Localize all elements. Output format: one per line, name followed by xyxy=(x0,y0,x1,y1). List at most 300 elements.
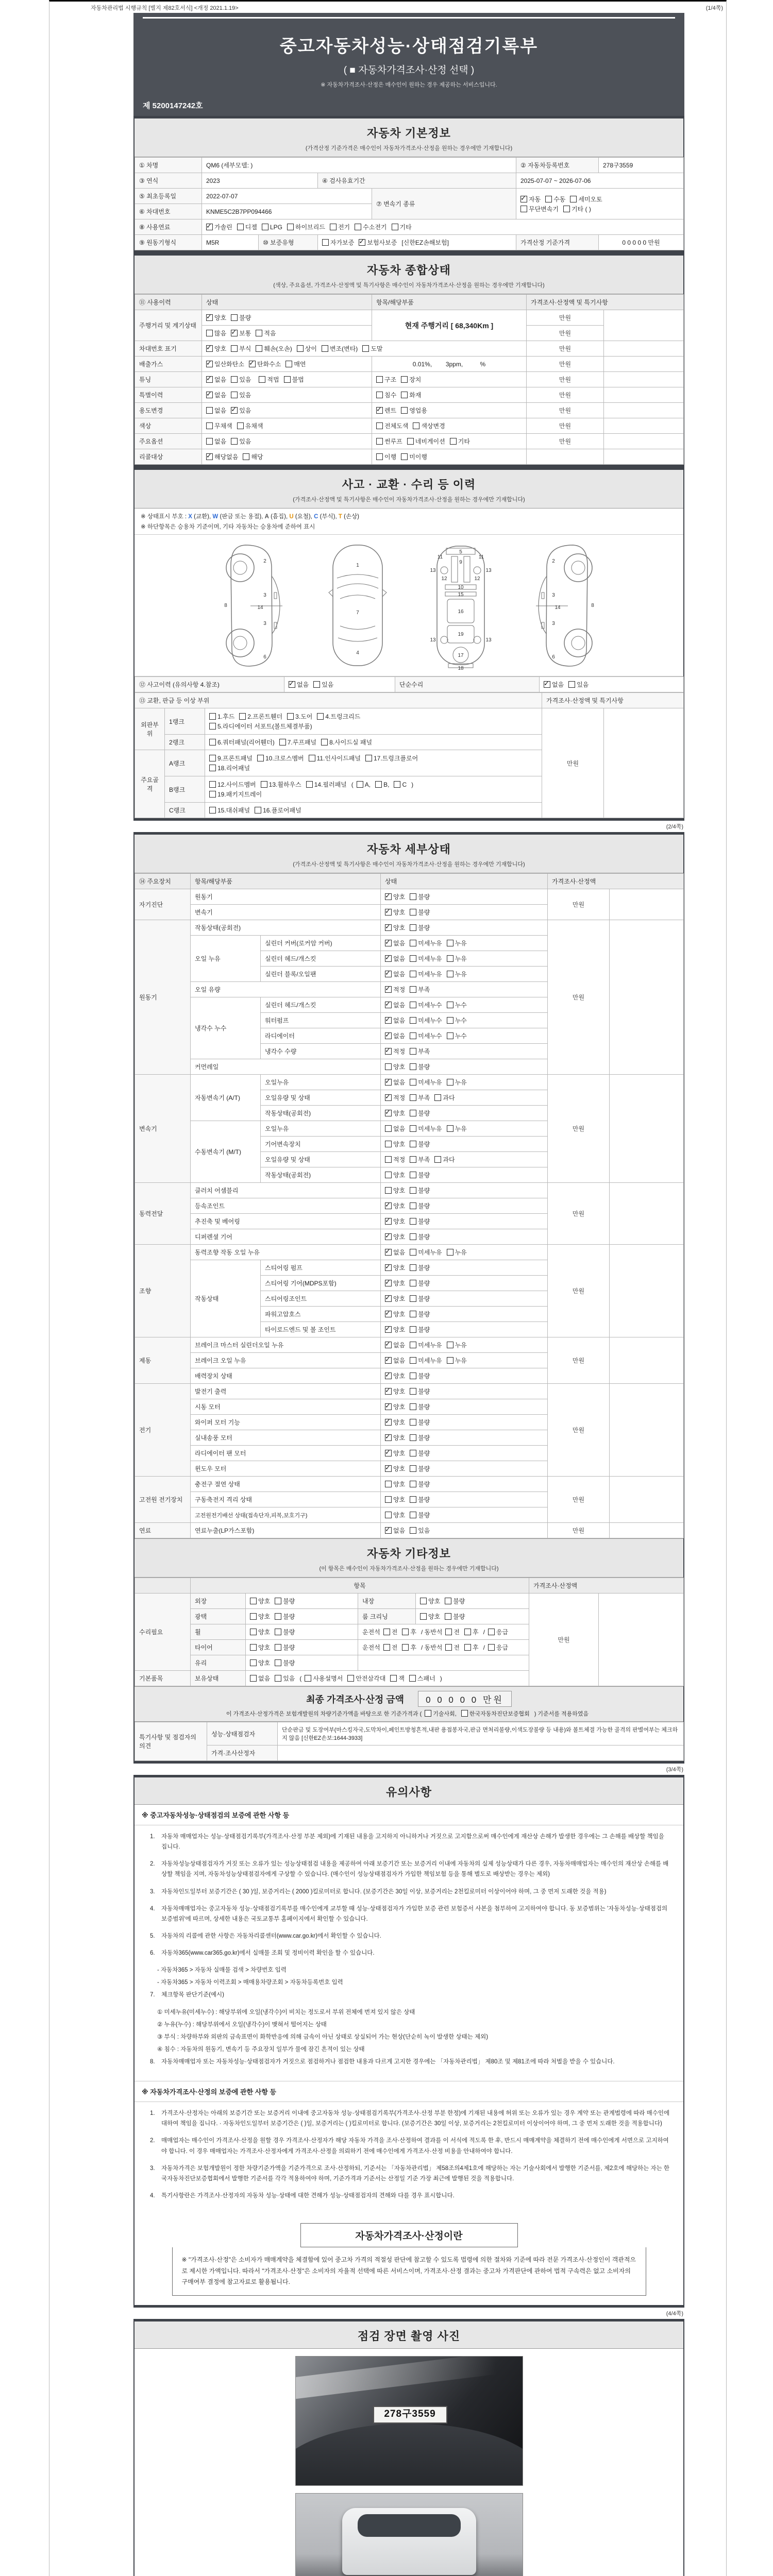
checkbox-option[interactable]: 1.후드 xyxy=(209,712,234,721)
checked-checkbox-icon[interactable] xyxy=(206,376,213,383)
checkbox-option[interactable]: 양호 xyxy=(385,1511,405,1519)
checkbox-option[interactable]: ✓ 보험사보증 xyxy=(359,238,397,247)
checkbox-option[interactable]: ✓ 양호 xyxy=(385,1418,405,1427)
checkbox-option[interactable]: 있음 xyxy=(275,1674,295,1683)
checkbox-option[interactable]: 양호 xyxy=(420,1597,440,1605)
checked-checkbox-icon[interactable] xyxy=(206,392,213,398)
checkbox-option[interactable]: 있음 xyxy=(568,680,589,689)
checkbox-option[interactable]: 응급 xyxy=(488,1643,508,1652)
unchecked-checkbox-icon[interactable] xyxy=(256,330,262,336)
checked-checkbox-icon[interactable] xyxy=(520,196,527,202)
checkbox-option[interactable]: ✓ 없음 xyxy=(385,954,405,963)
unchecked-checkbox-icon[interactable] xyxy=(287,713,294,720)
checkbox-option[interactable]: 많음 xyxy=(206,329,226,337)
checkbox-option[interactable]: 불량 xyxy=(410,1449,430,1458)
checkbox-option[interactable]: 6.쿼터패널(리어휀더) xyxy=(209,738,275,747)
unchecked-checkbox-icon[interactable] xyxy=(420,1598,427,1604)
checkbox-option[interactable]: 썬루프 xyxy=(376,437,402,446)
checkbox-option[interactable]: 양호 xyxy=(250,1597,270,1605)
checked-checkbox-icon[interactable] xyxy=(544,681,550,688)
checkbox-option[interactable]: 적정 xyxy=(385,1155,405,1164)
checkbox-option[interactable]: ✓ 없음 xyxy=(385,1341,405,1349)
unchecked-checkbox-icon[interactable] xyxy=(447,1249,453,1256)
unchecked-checkbox-icon[interactable] xyxy=(317,713,324,720)
checkbox-option[interactable]: 없음 xyxy=(250,1674,270,1683)
unchecked-checkbox-icon[interactable] xyxy=(206,438,213,445)
checkbox-option[interactable]: ✓ 있음 xyxy=(231,406,251,415)
unchecked-checkbox-icon[interactable] xyxy=(347,1675,354,1682)
checkbox-option[interactable]: 미세누유 xyxy=(410,1124,442,1133)
checkbox-option[interactable]: 미세누수 xyxy=(410,1031,442,1040)
unchecked-checkbox-icon[interactable] xyxy=(206,407,213,414)
unchecked-checkbox-icon[interactable] xyxy=(231,314,238,321)
checkbox-option[interactable]: 후 xyxy=(464,1628,479,1636)
checkbox-option[interactable]: 10.크로스멤버 xyxy=(257,754,304,762)
checkbox-option[interactable]: 불량 xyxy=(410,923,430,932)
checked-checkbox-icon[interactable] xyxy=(376,407,383,414)
unchecked-checkbox-icon[interactable] xyxy=(447,1342,453,1348)
checked-checkbox-icon[interactable] xyxy=(385,1326,392,1333)
checkbox-option[interactable]: 누유 xyxy=(447,1078,467,1087)
checkbox-option[interactable]: 불량 xyxy=(275,1628,295,1636)
unchecked-checkbox-icon[interactable] xyxy=(410,1465,416,1472)
checkbox-option[interactable]: 후 xyxy=(402,1643,416,1652)
unchecked-checkbox-icon[interactable] xyxy=(256,345,262,352)
unchecked-checkbox-icon[interactable] xyxy=(275,1613,281,1620)
checkbox-option[interactable]: 불량 xyxy=(275,1643,295,1652)
checkbox-option[interactable]: ✓ 양호 xyxy=(385,1449,405,1458)
unchecked-checkbox-icon[interactable] xyxy=(434,1094,441,1101)
checkbox-option[interactable]: 불량 xyxy=(410,1062,430,1071)
checkbox-option[interactable]: ✓ 적정 xyxy=(385,1047,405,1056)
unchecked-checkbox-icon[interactable] xyxy=(445,1644,452,1651)
unchecked-checkbox-icon[interactable] xyxy=(376,438,383,445)
unchecked-checkbox-icon[interactable] xyxy=(237,422,244,429)
unchecked-checkbox-icon[interactable] xyxy=(385,1125,392,1132)
unchecked-checkbox-icon[interactable] xyxy=(259,376,265,383)
checked-checkbox-icon[interactable] xyxy=(385,1342,392,1348)
checkbox-option[interactable]: 15.대쉬패널 xyxy=(209,806,250,815)
unchecked-checkbox-icon[interactable] xyxy=(410,1187,416,1194)
checked-checkbox-icon[interactable] xyxy=(385,1048,392,1055)
checkbox-option[interactable]: 기타 ( ) xyxy=(563,205,591,213)
checkbox-option[interactable]: 양호 xyxy=(385,1480,405,1488)
unchecked-checkbox-icon[interactable] xyxy=(376,376,383,383)
checkbox-option[interactable]: 상이 xyxy=(297,344,317,353)
checkbox-option[interactable]: ✓ 양호 xyxy=(385,923,405,932)
checkbox-option[interactable]: 불량 xyxy=(410,1140,430,1148)
unchecked-checkbox-icon[interactable] xyxy=(275,1598,281,1604)
checkbox-option[interactable]: 없음 xyxy=(206,437,226,446)
checkbox-option[interactable]: 미세누유 xyxy=(410,954,442,963)
checked-checkbox-icon[interactable] xyxy=(385,1094,392,1101)
unchecked-checkbox-icon[interactable] xyxy=(239,713,246,720)
checkbox-option[interactable]: ✓ 양호 xyxy=(385,1109,405,1117)
unchecked-checkbox-icon[interactable] xyxy=(410,1017,416,1024)
checkbox-option[interactable]: ✓ 없음 xyxy=(544,680,564,689)
unchecked-checkbox-icon[interactable] xyxy=(250,1598,257,1604)
checkbox-option[interactable]: 훼손(오손) xyxy=(256,344,292,353)
checkbox-option[interactable]: ✓ 양호 xyxy=(385,1387,405,1396)
unchecked-checkbox-icon[interactable] xyxy=(365,755,372,761)
checkbox-option[interactable]: 불량 xyxy=(410,1495,430,1504)
checkbox-option[interactable]: 불량 xyxy=(410,1232,430,1241)
checked-checkbox-icon[interactable] xyxy=(385,1202,392,1209)
unchecked-checkbox-icon[interactable] xyxy=(407,438,414,445)
unchecked-checkbox-icon[interactable] xyxy=(488,1644,495,1651)
checkbox-option[interactable]: 17.트렁크플로어 xyxy=(365,754,418,762)
checkbox-option[interactable]: 5.라디에이터 서포트(볼트체결부품) xyxy=(209,722,312,731)
checkbox-option[interactable]: 미이행 xyxy=(401,452,427,461)
unchecked-checkbox-icon[interactable] xyxy=(275,1629,281,1635)
unchecked-checkbox-icon[interactable] xyxy=(410,1233,416,1240)
checkbox-option[interactable]: 불량 xyxy=(410,1371,430,1380)
checkbox-option[interactable]: 11.인사이드패널 xyxy=(309,754,361,762)
checkbox-option[interactable]: ✓ 없음 xyxy=(385,1001,405,1009)
unchecked-checkbox-icon[interactable] xyxy=(447,1032,453,1039)
checkbox-option[interactable]: 불량 xyxy=(410,1464,430,1473)
checkbox-option[interactable]: 부족 xyxy=(410,985,430,994)
checkbox-option[interactable]: ✓ 양호 xyxy=(206,344,226,353)
checkbox-option[interactable]: 수동 xyxy=(545,195,565,204)
checkbox-option[interactable]: 4.트렁크리드 xyxy=(317,712,360,721)
unchecked-checkbox-icon[interactable] xyxy=(445,1598,451,1604)
unchecked-checkbox-icon[interactable] xyxy=(385,1187,392,1194)
checkbox-option[interactable]: 자가보증 xyxy=(322,238,354,247)
checkbox-option[interactable]: 3.도어 xyxy=(287,712,312,721)
checkbox-option[interactable]: 색상변경 xyxy=(413,421,445,430)
unchecked-checkbox-icon[interactable] xyxy=(206,330,213,336)
checkbox-option[interactable]: 후 xyxy=(402,1628,416,1636)
checkbox-option[interactable]: 누수 xyxy=(447,1016,467,1025)
checkbox-option[interactable]: 전 xyxy=(445,1643,460,1652)
checkbox-option[interactable]: 장치 xyxy=(401,375,421,384)
unchecked-checkbox-icon[interactable] xyxy=(322,345,328,352)
checkbox-option[interactable]: 무채색 xyxy=(206,421,232,430)
checkbox-option[interactable]: ✓ 양호 xyxy=(385,1310,405,1318)
unchecked-checkbox-icon[interactable] xyxy=(401,392,408,398)
unchecked-checkbox-icon[interactable] xyxy=(262,224,268,230)
unchecked-checkbox-icon[interactable] xyxy=(410,1094,416,1101)
checkbox-option[interactable]: 부족 xyxy=(410,1047,430,1056)
checkbox-option[interactable]: 수소전기 xyxy=(355,223,386,231)
checkbox-option[interactable]: 이행 xyxy=(376,452,396,461)
checkbox-option[interactable]: 부족 xyxy=(410,1155,430,1164)
unchecked-checkbox-icon[interactable] xyxy=(390,1675,397,1682)
unchecked-checkbox-icon[interactable] xyxy=(257,755,264,761)
checkbox-option[interactable]: ✓ 양호 xyxy=(385,1464,405,1473)
checkbox-option[interactable]: 9.프론트패널 xyxy=(209,754,253,762)
unchecked-checkbox-icon[interactable] xyxy=(447,1002,453,1008)
unchecked-checkbox-icon[interactable] xyxy=(410,1048,416,1055)
checkbox-option[interactable]: 전 xyxy=(445,1628,460,1636)
checkbox-option[interactable]: 잭 xyxy=(390,1674,405,1683)
checkbox-option[interactable]: 불량 xyxy=(410,1294,430,1303)
unchecked-checkbox-icon[interactable] xyxy=(376,422,383,429)
unchecked-checkbox-icon[interactable] xyxy=(410,1079,416,1086)
checkbox-option[interactable]: ✓ 양호 xyxy=(385,1433,405,1442)
unchecked-checkbox-icon[interactable] xyxy=(231,392,238,398)
checkbox-option[interactable]: 불량 xyxy=(410,1201,430,1210)
unchecked-checkbox-icon[interactable] xyxy=(376,453,383,460)
checkbox-option[interactable]: 불량 xyxy=(275,1612,295,1621)
checkbox-option[interactable]: 전 xyxy=(383,1628,398,1636)
checked-checkbox-icon[interactable] xyxy=(385,1032,392,1039)
checked-checkbox-icon[interactable] xyxy=(385,1372,392,1379)
unchecked-checkbox-icon[interactable] xyxy=(275,1659,281,1666)
unchecked-checkbox-icon[interactable] xyxy=(410,1280,416,1286)
checkbox-option[interactable]: 19.패키지트레이 xyxy=(209,790,262,799)
checkbox-option[interactable]: 해당 xyxy=(243,452,263,461)
unchecked-checkbox-icon[interactable] xyxy=(362,345,369,352)
checkbox-option[interactable]: ✓ 적정 xyxy=(385,1093,405,1102)
checked-checkbox-icon[interactable] xyxy=(385,986,392,993)
checkbox-option[interactable]: 누수 xyxy=(447,1001,467,1009)
checkbox-option[interactable]: 불량 xyxy=(410,1418,430,1427)
checkbox-option[interactable]: 불량 xyxy=(275,1597,295,1605)
checkbox-option[interactable]: ✓ 없음 xyxy=(385,1356,405,1365)
checkbox-option[interactable]: ✓ 해당없음 xyxy=(206,452,238,461)
unchecked-checkbox-icon[interactable] xyxy=(410,1496,416,1503)
unchecked-checkbox-icon[interactable] xyxy=(447,1017,453,1024)
checkbox-option[interactable]: 변조(변타) xyxy=(322,344,358,353)
checkbox-option[interactable]: ✓ 없음 xyxy=(385,939,405,947)
unchecked-checkbox-icon[interactable] xyxy=(410,1357,416,1364)
checkbox-option[interactable]: 불량 xyxy=(410,1171,430,1179)
unchecked-checkbox-icon[interactable] xyxy=(255,807,261,814)
checkbox-option[interactable]: LPG xyxy=(262,224,282,231)
unchecked-checkbox-icon[interactable] xyxy=(209,755,216,761)
unchecked-checkbox-icon[interactable] xyxy=(445,1629,452,1635)
checked-checkbox-icon[interactable] xyxy=(359,239,365,246)
checkbox-option[interactable]: 없음 xyxy=(206,406,226,415)
unchecked-checkbox-icon[interactable] xyxy=(410,1264,416,1271)
unchecked-checkbox-icon[interactable] xyxy=(410,986,416,993)
checkbox-option[interactable]: 2.프론트휀더 xyxy=(239,712,282,721)
checked-checkbox-icon[interactable] xyxy=(385,1357,392,1364)
checkbox-option[interactable]: 누유 xyxy=(447,939,467,947)
unchecked-checkbox-icon[interactable] xyxy=(385,1172,392,1178)
checkbox-option[interactable]: 기타 xyxy=(450,437,470,446)
checked-checkbox-icon[interactable] xyxy=(231,330,238,336)
checkbox-option[interactable]: 세미오토 xyxy=(570,195,602,204)
checked-checkbox-icon[interactable] xyxy=(385,1434,392,1441)
unchecked-checkbox-icon[interactable] xyxy=(563,206,570,212)
unchecked-checkbox-icon[interactable] xyxy=(410,1527,416,1534)
checkbox-option[interactable]: ✓ 가솔린 xyxy=(206,223,232,231)
unchecked-checkbox-icon[interactable] xyxy=(209,781,216,788)
checkbox-option[interactable]: 양호 xyxy=(385,1171,405,1179)
checkbox-option[interactable]: 불량 xyxy=(275,1658,295,1667)
checkbox-option[interactable]: 양호 xyxy=(385,1495,405,1504)
checked-checkbox-icon[interactable] xyxy=(385,1002,392,1008)
checked-checkbox-icon[interactable] xyxy=(385,909,392,916)
unchecked-checkbox-icon[interactable] xyxy=(385,1496,392,1503)
unchecked-checkbox-icon[interactable] xyxy=(447,940,453,946)
checkbox-option[interactable]: 과다 xyxy=(434,1093,455,1102)
checkbox-option[interactable]: 16.플로어패널 xyxy=(255,806,301,815)
unchecked-checkbox-icon[interactable] xyxy=(410,1125,416,1132)
unchecked-checkbox-icon[interactable] xyxy=(464,1629,471,1635)
unchecked-checkbox-icon[interactable] xyxy=(464,1644,471,1651)
checked-checkbox-icon[interactable] xyxy=(206,224,213,230)
unchecked-checkbox-icon[interactable] xyxy=(410,924,416,931)
checkbox-option[interactable]: 양호 xyxy=(385,1186,405,1195)
checkbox-option[interactable]: ✓ 양호 xyxy=(385,892,405,901)
checkbox-option[interactable]: 불량 xyxy=(410,1263,430,1272)
checkbox-option[interactable]: 과다 xyxy=(434,1155,455,1164)
unchecked-checkbox-icon[interactable] xyxy=(297,345,304,352)
unchecked-checkbox-icon[interactable] xyxy=(410,1388,416,1395)
checkbox-option[interactable]: ✓ 양호 xyxy=(385,1279,405,1287)
checkbox-option[interactable]: 기타 xyxy=(392,223,412,231)
checkbox-option[interactable]: 불량 xyxy=(445,1612,465,1621)
unchecked-checkbox-icon[interactable] xyxy=(402,1629,409,1635)
unchecked-checkbox-icon[interactable] xyxy=(447,1125,453,1132)
checkbox-option[interactable]: 미세누유 xyxy=(410,1078,442,1087)
checkbox-option[interactable]: 전체도색 xyxy=(376,421,408,430)
checkbox-option[interactable]: ✓ 탄화수소 xyxy=(249,360,281,368)
checked-checkbox-icon[interactable] xyxy=(206,453,213,460)
unchecked-checkbox-icon[interactable] xyxy=(321,739,328,745)
unchecked-checkbox-icon[interactable] xyxy=(410,1218,416,1225)
unchecked-checkbox-icon[interactable] xyxy=(330,224,337,230)
checkbox-option[interactable]: ✓ 양호 xyxy=(385,1232,405,1241)
unchecked-checkbox-icon[interactable] xyxy=(357,781,363,788)
unchecked-checkbox-icon[interactable] xyxy=(410,909,416,916)
checkbox-option[interactable]: 후 xyxy=(464,1643,479,1652)
checkbox-option[interactable]: 8.사이드실 패널 xyxy=(321,738,372,747)
unchecked-checkbox-icon[interactable] xyxy=(306,781,313,788)
checkbox-option[interactable]: 미세누유 xyxy=(410,1356,442,1365)
checkbox-option[interactable]: 부족 xyxy=(410,1093,430,1102)
unchecked-checkbox-icon[interactable] xyxy=(237,224,244,230)
unchecked-checkbox-icon[interactable] xyxy=(275,1644,281,1651)
checkbox-option[interactable]: ✓ 없음 xyxy=(385,1016,405,1025)
checkbox-option[interactable]: 양호 xyxy=(385,1062,405,1071)
checked-checkbox-icon[interactable] xyxy=(385,924,392,931)
checked-checkbox-icon[interactable] xyxy=(385,1079,392,1086)
unchecked-checkbox-icon[interactable] xyxy=(285,361,292,367)
checkbox-option[interactable]: ✓ 없음 xyxy=(385,1526,405,1535)
checkbox-option[interactable]: 12.사이드멤버 xyxy=(209,780,256,789)
unchecked-checkbox-icon[interactable] xyxy=(445,1613,451,1620)
unchecked-checkbox-icon[interactable] xyxy=(385,1156,392,1163)
checked-checkbox-icon[interactable] xyxy=(385,1311,392,1317)
checkbox-option[interactable]: 양호 xyxy=(250,1643,270,1652)
unchecked-checkbox-icon[interactable] xyxy=(410,1434,416,1441)
checked-checkbox-icon[interactable] xyxy=(385,971,392,977)
unchecked-checkbox-icon[interactable] xyxy=(250,1675,257,1682)
checkbox-option[interactable]: 누유 xyxy=(447,1356,467,1365)
checkbox-option[interactable]: 유채색 xyxy=(237,421,263,430)
checkbox-option[interactable]: ✓ 렌트 xyxy=(376,406,396,415)
unchecked-checkbox-icon[interactable] xyxy=(410,1311,416,1317)
checked-checkbox-icon[interactable] xyxy=(385,1403,392,1410)
checkbox-option[interactable]: 불량 xyxy=(410,1310,430,1318)
checked-checkbox-icon[interactable] xyxy=(385,1264,392,1271)
checkbox-option[interactable]: 네비게이션 xyxy=(407,437,445,446)
unchecked-checkbox-icon[interactable] xyxy=(209,791,216,798)
unchecked-checkbox-icon[interactable] xyxy=(402,1644,409,1651)
checkbox-option[interactable]: ✓ 양호 xyxy=(385,1371,405,1380)
unchecked-checkbox-icon[interactable] xyxy=(287,224,294,230)
checkbox-option[interactable]: 불량 xyxy=(410,1433,430,1442)
unchecked-checkbox-icon[interactable] xyxy=(322,239,329,246)
checked-checkbox-icon[interactable] xyxy=(385,893,392,900)
checkbox-option[interactable]: 불량 xyxy=(231,313,251,322)
unchecked-checkbox-icon[interactable] xyxy=(520,206,527,212)
checkbox-option[interactable]: ✓ 없음 xyxy=(385,1031,405,1040)
unchecked-checkbox-icon[interactable] xyxy=(250,1629,257,1635)
checked-checkbox-icon[interactable] xyxy=(385,1419,392,1426)
unchecked-checkbox-icon[interactable] xyxy=(410,1202,416,1209)
checkbox-option[interactable]: 한국자동차진단보증협회 xyxy=(461,1709,530,1718)
checkbox-option[interactable]: 적법 xyxy=(259,375,279,384)
checkbox-option[interactable]: 불량 xyxy=(410,1511,430,1519)
unchecked-checkbox-icon[interactable] xyxy=(305,1675,311,1682)
checked-checkbox-icon[interactable] xyxy=(231,407,238,414)
checkbox-option[interactable]: ✓ 일산화탄소 xyxy=(206,360,244,368)
checkbox-option[interactable]: 있음 xyxy=(313,680,333,689)
unchecked-checkbox-icon[interactable] xyxy=(243,453,249,460)
checkbox-option[interactable]: 14.필러패널 xyxy=(306,780,347,789)
checkbox-option[interactable]: 있음 xyxy=(231,375,251,384)
unchecked-checkbox-icon[interactable] xyxy=(401,453,408,460)
checkbox-option[interactable]: 미세누유 xyxy=(410,1248,442,1257)
checkbox-option[interactable]: 누유 xyxy=(447,1248,467,1257)
checkbox-option[interactable]: 하이브리드 xyxy=(287,223,325,231)
checkbox-option[interactable]: 양호 xyxy=(420,1612,440,1621)
unchecked-checkbox-icon[interactable] xyxy=(410,1110,416,1116)
unchecked-checkbox-icon[interactable] xyxy=(309,755,315,761)
checked-checkbox-icon[interactable] xyxy=(289,681,295,688)
unchecked-checkbox-icon[interactable] xyxy=(447,1357,453,1364)
checkbox-option[interactable]: 불량 xyxy=(445,1597,465,1605)
unchecked-checkbox-icon[interactable] xyxy=(410,1032,416,1039)
checkbox-option[interactable]: ✓ 없음 xyxy=(385,970,405,978)
unchecked-checkbox-icon[interactable] xyxy=(261,781,267,788)
unchecked-checkbox-icon[interactable] xyxy=(410,1249,416,1256)
unchecked-checkbox-icon[interactable] xyxy=(231,345,238,352)
checked-checkbox-icon[interactable] xyxy=(206,345,213,352)
unchecked-checkbox-icon[interactable] xyxy=(385,1063,392,1070)
checkbox-option[interactable]: 불량 xyxy=(410,908,430,917)
checkbox-option[interactable]: 불량 xyxy=(410,892,430,901)
checked-checkbox-icon[interactable] xyxy=(385,1295,392,1302)
unchecked-checkbox-icon[interactable] xyxy=(401,376,408,383)
unchecked-checkbox-icon[interactable] xyxy=(410,955,416,962)
checkbox-option[interactable]: 불량 xyxy=(410,1217,430,1226)
checkbox-option[interactable]: C xyxy=(394,781,407,788)
checkbox-option[interactable]: 누유 xyxy=(447,1341,467,1349)
checkbox-option[interactable]: ✓ 없음 xyxy=(385,1248,405,1257)
checkbox-option[interactable]: 있음 xyxy=(410,1526,430,1535)
checkbox-option[interactable]: ✓ 적정 xyxy=(385,985,405,994)
unchecked-checkbox-icon[interactable] xyxy=(279,739,286,745)
checked-checkbox-icon[interactable] xyxy=(385,1110,392,1116)
unchecked-checkbox-icon[interactable] xyxy=(545,196,552,202)
checkbox-option[interactable]: 양호 xyxy=(250,1612,270,1621)
checkbox-option[interactable]: 있음 xyxy=(231,391,251,399)
unchecked-checkbox-icon[interactable] xyxy=(231,438,238,445)
checkbox-option[interactable]: 13.휠하우스 xyxy=(261,780,301,789)
unchecked-checkbox-icon[interactable] xyxy=(410,1419,416,1426)
unchecked-checkbox-icon[interactable] xyxy=(394,781,400,788)
checkbox-option[interactable]: 불량 xyxy=(410,1186,430,1195)
unchecked-checkbox-icon[interactable] xyxy=(420,1613,427,1620)
unchecked-checkbox-icon[interactable] xyxy=(410,1372,416,1379)
